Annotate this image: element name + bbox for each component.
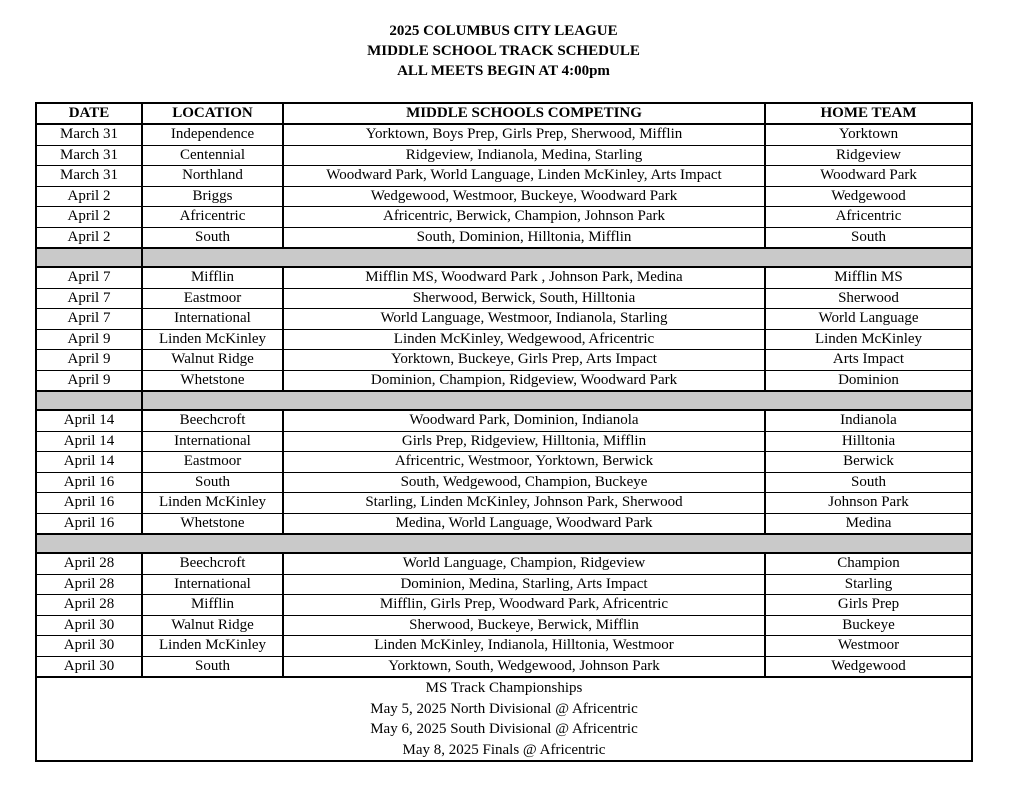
cell-schools: Yorktown, South, Wedgewood, Johnson Park xyxy=(283,656,765,677)
cell-date: March 31 xyxy=(36,145,142,166)
column-header-schools: MIDDLE SCHOOLS COMPETING xyxy=(283,103,765,124)
cell-schools: Linden McKinley, Indianola, Hilltonia, Westmoor xyxy=(283,636,765,657)
header-league-title: 2025 COLUMBUS CITY LEAGUE xyxy=(389,23,618,39)
cell-home-team: World Language xyxy=(765,309,972,330)
table-row xyxy=(36,431,972,452)
document-header xyxy=(0,21,1007,81)
week-separator-row xyxy=(36,534,972,553)
table-header-row xyxy=(36,103,972,124)
cell-location: Walnut Ridge xyxy=(142,615,283,636)
cell-schools: Wedgewood, Westmoor, Buckeye, Woodward Park xyxy=(283,186,765,207)
cell-date: April 9 xyxy=(36,370,142,391)
separator-cell xyxy=(36,391,142,410)
cell-home-team: Dominion xyxy=(765,370,972,391)
week-separator-row xyxy=(36,248,972,267)
cell-date: March 31 xyxy=(36,124,142,145)
cell-date: April 9 xyxy=(36,350,142,371)
cell-home-team: Sherwood xyxy=(765,288,972,309)
cell-location: Centennial xyxy=(142,145,283,166)
cell-home-team: Buckeye xyxy=(765,615,972,636)
table-row xyxy=(36,595,972,616)
cell-home-team: Ridgeview xyxy=(765,145,972,166)
cell-home-team: Linden McKinley xyxy=(765,329,972,350)
championship-event: May 6, 2025 South Divisional @ Africentric xyxy=(370,721,638,737)
separator-cell xyxy=(36,534,972,553)
cell-location: International xyxy=(142,309,283,330)
cell-home-team: Arts Impact xyxy=(765,350,972,371)
cell-schools: Dominion, Medina, Starling, Arts Impact xyxy=(283,574,765,595)
cell-date: April 2 xyxy=(36,227,142,248)
separator-cell xyxy=(142,248,972,267)
cell-date: April 7 xyxy=(36,267,142,288)
championship-event: May 8, 2025 Finals @ Africentric xyxy=(402,741,606,758)
table-row xyxy=(36,124,972,145)
cell-home-team: Champion xyxy=(765,553,972,574)
table-row xyxy=(36,186,972,207)
cell-date: April 16 xyxy=(36,513,142,534)
table-row xyxy=(36,145,972,166)
cell-schools: Africentric, Berwick, Champion, Johnson Park xyxy=(283,207,765,228)
table-row xyxy=(36,207,972,228)
schedule-table xyxy=(35,102,973,762)
cell-home-team: Africentric xyxy=(765,207,972,228)
cell-schools: Africentric, Westmoor, Yorktown, Berwick xyxy=(283,452,765,473)
table-row xyxy=(36,553,972,574)
cell-home-team: Woodward Park xyxy=(765,166,972,187)
table-row xyxy=(36,636,972,657)
table-row xyxy=(36,493,972,514)
cell-date: April 28 xyxy=(36,574,142,595)
cell-location: Whetstone xyxy=(142,513,283,534)
cell-date: April 28 xyxy=(36,553,142,574)
cell-schools: Mifflin MS, Woodward Park , Johnson Park, Medina xyxy=(283,267,765,288)
cell-location: Linden McKinley xyxy=(142,329,283,350)
cell-home-team: Yorktown xyxy=(765,124,972,145)
cell-home-team: Hilltonia xyxy=(765,431,972,452)
cell-location: Briggs xyxy=(142,186,283,207)
cell-schools: Woodward Park, Dominion, Indianola xyxy=(283,410,765,431)
week-separator-row xyxy=(36,391,972,410)
cell-date: March 31 xyxy=(36,166,142,187)
cell-location: Independence xyxy=(142,124,283,145)
cell-schools: Medina, World Language, Woodward Park xyxy=(283,513,765,534)
cell-location: International xyxy=(142,574,283,595)
cell-location: Eastmoor xyxy=(142,288,283,309)
cell-schools: Sherwood, Buckeye, Berwick, Mifflin xyxy=(283,615,765,636)
cell-location: International xyxy=(142,431,283,452)
cell-location: Mifflin xyxy=(142,595,283,616)
cell-date: April 7 xyxy=(36,288,142,309)
column-header-home-team: HOME TEAM xyxy=(765,103,972,124)
championships-cell xyxy=(36,677,972,761)
table-row xyxy=(36,350,972,371)
column-header-date: DATE xyxy=(36,103,142,124)
cell-schools: Yorktown, Buckeye, Girls Prep, Arts Impact xyxy=(283,350,765,371)
table-row xyxy=(36,227,972,248)
cell-date: April 7 xyxy=(36,309,142,330)
cell-location: Africentric xyxy=(142,207,283,228)
cell-location: South xyxy=(142,227,283,248)
cell-location: Whetstone xyxy=(142,370,283,391)
cell-date: April 2 xyxy=(36,207,142,228)
cell-date: April 2 xyxy=(36,186,142,207)
cell-schools: Mifflin, Girls Prep, Woodward Park, Africentric xyxy=(283,595,765,616)
cell-location: Mifflin xyxy=(142,267,283,288)
cell-date: April 9 xyxy=(36,329,142,350)
cell-date: April 30 xyxy=(36,636,142,657)
cell-schools: Ridgeview, Indianola, Medina, Starling xyxy=(283,145,765,166)
table-row xyxy=(36,574,972,595)
cell-home-team: Berwick xyxy=(765,452,972,473)
cell-schools: Woodward Park, World Language, Linden McKinley, Arts Impact xyxy=(283,166,765,187)
cell-location: Northland xyxy=(142,166,283,187)
cell-schools: Sherwood, Berwick, South, Hilltonia xyxy=(283,288,765,309)
cell-date: April 14 xyxy=(36,452,142,473)
cell-date: April 16 xyxy=(36,493,142,514)
table-row xyxy=(36,513,972,534)
table-row xyxy=(36,288,972,309)
cell-location: Beechcroft xyxy=(142,553,283,574)
cell-schools: Dominion, Champion, Ridgeview, Woodward Park xyxy=(283,370,765,391)
cell-date: April 16 xyxy=(36,472,142,493)
table-row xyxy=(36,472,972,493)
cell-home-team: Wedgewood xyxy=(765,186,972,207)
header-start-time: ALL MEETS BEGIN AT 4:00pm xyxy=(397,63,610,79)
cell-date: April 14 xyxy=(36,410,142,431)
cell-date: April 14 xyxy=(36,431,142,452)
cell-home-team: Wedgewood xyxy=(765,656,972,677)
cell-schools: South, Wedgewood, Champion, Buckeye xyxy=(283,472,765,493)
cell-home-team: South xyxy=(765,472,972,493)
cell-home-team: Westmoor xyxy=(765,636,972,657)
cell-home-team: Starling xyxy=(765,574,972,595)
header-schedule-title: MIDDLE SCHOOL TRACK SCHEDULE xyxy=(367,43,640,59)
cell-schools: South, Dominion, Hilltonia, Mifflin xyxy=(283,227,765,248)
cell-location: Walnut Ridge xyxy=(142,350,283,371)
table-row xyxy=(36,329,972,350)
table-row xyxy=(36,452,972,473)
cell-schools: World Language, Champion, Ridgeview xyxy=(283,553,765,574)
cell-location: Eastmoor xyxy=(142,452,283,473)
table-row xyxy=(36,410,972,431)
cell-date: April 28 xyxy=(36,595,142,616)
cell-home-team: Mifflin MS xyxy=(765,267,972,288)
cell-location: South xyxy=(142,656,283,677)
cell-date: April 30 xyxy=(36,615,142,636)
separator-cell xyxy=(36,248,142,267)
column-header-location: LOCATION xyxy=(142,103,283,124)
cell-home-team: Medina xyxy=(765,513,972,534)
table-row xyxy=(36,370,972,391)
cell-schools: Yorktown, Boys Prep, Girls Prep, Sherwood, Mifflin xyxy=(283,124,765,145)
table-row xyxy=(36,656,972,677)
cell-home-team: Johnson Park xyxy=(765,493,972,514)
cell-location: South xyxy=(142,472,283,493)
cell-schools: Girls Prep, Ridgeview, Hilltonia, Mifflin xyxy=(283,431,765,452)
cell-location: Linden McKinley xyxy=(142,636,283,657)
cell-schools: Starling, Linden McKinley, Johnson Park, Sherwood xyxy=(283,493,765,514)
cell-location: Beechcroft xyxy=(142,410,283,431)
cell-date: April 30 xyxy=(36,656,142,677)
table-row xyxy=(36,615,972,636)
cell-home-team: South xyxy=(765,227,972,248)
separator-cell xyxy=(142,391,972,410)
cell-home-team: Girls Prep xyxy=(765,595,972,616)
cell-schools: Linden McKinley, Wedgewood, Africentric xyxy=(283,329,765,350)
cell-home-team: Indianola xyxy=(765,410,972,431)
cell-schools: World Language, Westmoor, Indianola, Starling xyxy=(283,309,765,330)
table-row xyxy=(36,309,972,330)
championship-event: May 5, 2025 North Divisional @ Africentric xyxy=(370,700,638,717)
cell-location: Linden McKinley xyxy=(142,493,283,514)
table-row xyxy=(36,166,972,187)
championships-row xyxy=(36,677,972,761)
table-row xyxy=(36,267,972,288)
championships-title: MS Track Championships xyxy=(425,680,583,696)
